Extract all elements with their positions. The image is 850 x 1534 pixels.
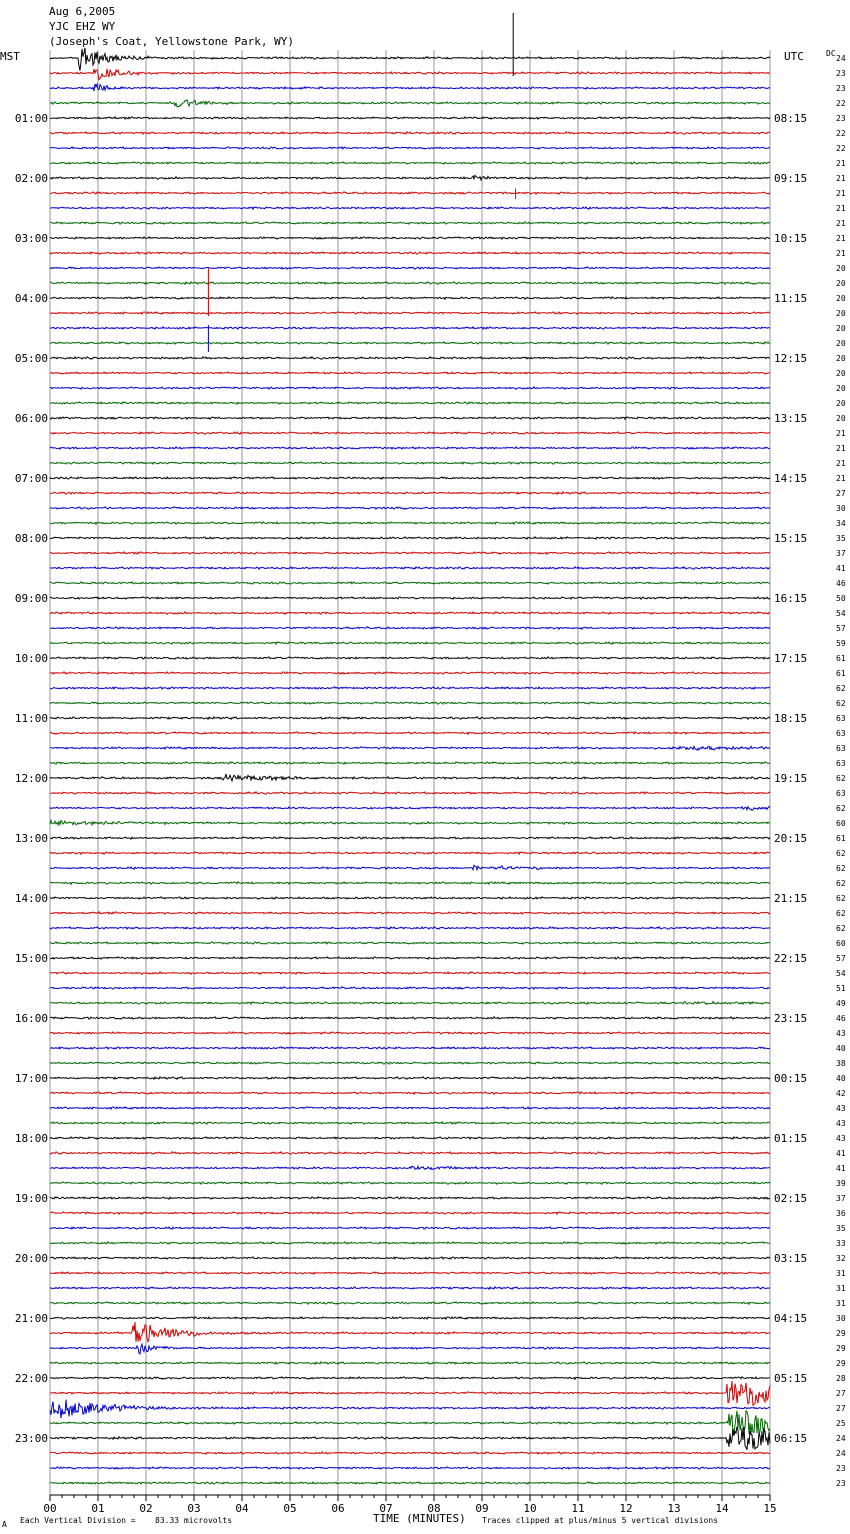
trace-row-46	[50, 746, 770, 750]
trace-row-95	[50, 1482, 770, 1484]
trace-row-94	[50, 1467, 770, 1469]
trace-row-10	[50, 207, 770, 209]
dc-offset-value: 32	[836, 1254, 846, 1263]
dc-offset-value: 21	[836, 174, 846, 183]
dc-offset-value: 35	[836, 534, 846, 543]
trace-row-18	[50, 327, 770, 329]
trace-row-11	[50, 222, 770, 224]
dc-offset-value: 42	[836, 1089, 846, 1098]
x-tick-label: 08	[427, 1502, 441, 1515]
mst-hour-label: 02:00	[14, 172, 48, 185]
trace-row-28	[50, 477, 770, 479]
dc-offset-value: 60	[836, 939, 846, 948]
trace-row-27	[50, 462, 770, 464]
x-tick-label: 11	[571, 1502, 585, 1515]
trace-row-93	[50, 1452, 770, 1454]
mst-hour-label: 04:00	[14, 292, 48, 305]
dc-offset-value: 39	[836, 1179, 846, 1188]
trace-row-65	[50, 1032, 770, 1034]
dc-offset-value: 36	[836, 1209, 846, 1218]
dc-offset-value: 21	[836, 159, 846, 168]
mst-hour-label: 06:00	[14, 412, 48, 425]
trace-row-49	[50, 792, 770, 794]
trace-row-8	[50, 175, 770, 180]
dc-offset-value: 28	[836, 1374, 846, 1383]
trace-row-66	[50, 1047, 770, 1049]
dc-offset-value: 21	[836, 474, 846, 483]
corner-mark: A	[2, 1520, 7, 1529]
dc-offset-value: 41	[836, 1149, 846, 1158]
mst-hour-label: 22:00	[14, 1372, 48, 1385]
scale-prefix: Each Vertical Division =	[20, 1516, 136, 1525]
utc-hour-label: 08:15	[774, 112, 808, 125]
utc-hour-label: 19:15	[774, 772, 808, 785]
trace-row-42	[50, 687, 770, 689]
utc-hour-label: 09:15	[774, 172, 808, 185]
trace-row-53	[50, 852, 770, 854]
dc-offset-value: 62	[836, 774, 846, 783]
dc-offset-value: 61	[836, 834, 846, 843]
trace-row-61	[50, 972, 770, 975]
dc-offset-value: 33	[836, 1239, 846, 1248]
trace-row-73	[50, 1152, 770, 1154]
dc-offset-value: 21	[836, 459, 846, 468]
utc-hour-label: 00:15	[774, 1072, 808, 1085]
dc-offset-value: 29	[836, 1344, 846, 1353]
dc-offset-value: 49	[836, 999, 846, 1008]
x-tick-label: 00	[43, 1502, 57, 1515]
utc-hour-label: 15:15	[774, 532, 808, 545]
dc-offset-value: 20	[836, 324, 846, 333]
trace-row-80	[50, 1257, 770, 1259]
mst-hour-label: 08:00	[14, 532, 48, 545]
trace-row-92	[50, 1427, 770, 1450]
dc-offset-value: 37	[836, 549, 846, 558]
trace-row-31	[50, 522, 770, 525]
dc-offset-value: 62	[836, 894, 846, 903]
dc-offset-value: 62	[836, 924, 846, 933]
trace-row-17	[50, 312, 770, 314]
trace-row-88	[50, 1377, 770, 1380]
utc-hour-label: 06:15	[774, 1432, 808, 1445]
trace-row-77	[50, 1212, 770, 1214]
trace-row-38	[50, 627, 770, 630]
trace-row-57	[50, 912, 770, 914]
x-tick-label: 07	[379, 1502, 393, 1515]
x-tick-label: 15	[763, 1502, 777, 1515]
trace-row-59	[50, 942, 770, 944]
trace-row-78	[50, 1227, 770, 1229]
mst-hour-label: 15:00	[14, 952, 48, 965]
mst-hour-label: 23:00	[14, 1432, 48, 1445]
dc-offset-value: 20	[836, 294, 846, 303]
mst-hour-label: 12:00	[14, 772, 48, 785]
trace-row-70	[50, 1107, 770, 1109]
dc-offset-value: 54	[836, 969, 846, 978]
utc-hour-label: 11:15	[774, 292, 808, 305]
trace-row-86	[50, 1344, 770, 1354]
dc-offset-value: 22	[836, 129, 846, 138]
dc-offset-value: 46	[836, 579, 846, 588]
dc-offset-value: 51	[836, 984, 846, 993]
mst-hour-label: 17:00	[14, 1072, 48, 1085]
dc-column-title: DC	[826, 49, 836, 58]
trace-row-16	[50, 297, 770, 300]
trace-row-13	[50, 252, 770, 254]
dc-offset-value: 23	[836, 84, 846, 93]
dc-offset-value: 20	[836, 354, 846, 363]
trace-row-22	[50, 387, 770, 390]
trace-row-68	[50, 1077, 770, 1079]
dc-offset-value: 35	[836, 1224, 846, 1233]
dc-offset-value: 20	[836, 339, 846, 348]
dc-offset-value: 23	[836, 69, 846, 78]
dc-offset-value: 20	[836, 399, 846, 408]
mst-hour-label: 07:00	[14, 472, 48, 485]
x-tick-label: 10	[523, 1502, 537, 1515]
trace-row-20	[50, 357, 770, 359]
trace-row-21	[50, 372, 770, 374]
scale-value: 83.33 microvolts	[155, 1516, 233, 1525]
dc-offset-value: 63	[836, 729, 846, 738]
x-tick-label: 05	[283, 1502, 297, 1515]
dc-offset-value: 57	[836, 624, 846, 633]
utc-hour-label: 01:15	[774, 1132, 808, 1145]
utc-hour-label: 02:15	[774, 1192, 808, 1205]
mst-hour-label: 19:00	[14, 1192, 48, 1205]
trace-row-44	[50, 717, 770, 719]
dc-offset-value: 54	[836, 609, 846, 618]
trace-row-60	[50, 957, 770, 959]
dc-offset-value: 43	[836, 1029, 846, 1038]
trace-row-89	[50, 1381, 770, 1405]
dc-offset-value: 46	[836, 1014, 846, 1023]
dc-offset-value: 34	[836, 519, 846, 528]
utc-hour-label: 22:15	[774, 952, 808, 965]
mst-hour-label: 09:00	[14, 592, 48, 605]
dc-offset-value: 24	[836, 1434, 846, 1443]
trace-row-24	[50, 417, 770, 419]
dc-offset-value: 21	[836, 444, 846, 453]
trace-row-35	[50, 582, 770, 584]
trace-row-85	[50, 1322, 770, 1342]
trace-row-40	[50, 657, 770, 659]
trace-row-29	[50, 492, 770, 494]
mst-hour-label: 13:00	[14, 832, 48, 845]
trace-row-64	[50, 1017, 770, 1019]
x-tick-label: 13	[667, 1502, 681, 1515]
x-axis-title: TIME (MINUTES)	[373, 1512, 466, 1525]
trace-row-48	[50, 774, 770, 781]
utc-hour-label: 16:15	[774, 592, 808, 605]
mst-hour-label: 14:00	[14, 892, 48, 905]
utc-hour-label: 04:15	[774, 1312, 808, 1325]
dc-offset-value: 62	[836, 849, 846, 858]
x-tick-label: 02	[139, 1502, 153, 1515]
trace-row-71	[50, 1122, 770, 1124]
trace-row-84	[50, 1317, 770, 1320]
trace-row-62	[50, 987, 770, 990]
trace-row-26	[50, 447, 770, 449]
utc-axis-title: UTC	[784, 50, 804, 63]
trace-row-7	[50, 162, 770, 164]
dc-offset-value: 21	[836, 219, 846, 228]
dc-offset-value: 22	[836, 99, 846, 108]
x-tick-label: 01	[91, 1502, 105, 1515]
x-tick-label: 04	[235, 1502, 249, 1515]
trace-row-87	[50, 1362, 770, 1364]
station-location: (Joseph's Coat, Yellowstone Park, WY)	[49, 35, 295, 48]
dc-offset-value: 20	[836, 384, 846, 393]
dc-offset-value: 31	[836, 1299, 846, 1308]
utc-hour-label: 21:15	[774, 892, 808, 905]
dc-offset-value: 20	[836, 309, 846, 318]
plot-date: Aug 6,2005	[49, 5, 116, 18]
utc-hour-label: 14:15	[774, 472, 808, 485]
dc-offset-value: 62	[836, 699, 846, 708]
utc-hour-label: 20:15	[774, 832, 808, 845]
dc-offset-value: 61	[836, 669, 846, 678]
dc-offset-value: 50	[836, 594, 846, 603]
trace-row-5	[50, 132, 770, 135]
x-tick-label: 14	[715, 1502, 729, 1515]
trace-row-33	[50, 552, 770, 554]
trace-row-36	[50, 597, 770, 599]
dc-offset-value: 63	[836, 714, 846, 723]
utc-hour-label: 17:15	[774, 652, 808, 665]
trace-row-74	[50, 1166, 770, 1169]
dc-offset-value: 62	[836, 909, 846, 918]
trace-row-79	[50, 1242, 770, 1244]
dc-offset-value: 21	[836, 189, 846, 198]
trace-row-51	[50, 821, 770, 825]
dc-offset-value: 24	[836, 54, 846, 63]
trace-row-55	[50, 882, 770, 885]
dc-offset-value: 62	[836, 879, 846, 888]
trace-row-19	[50, 342, 770, 344]
dc-offset-value: 38	[836, 1059, 846, 1068]
trace-row-58	[50, 927, 770, 930]
dc-offset-value: 20	[836, 279, 846, 288]
trace-row-56	[50, 897, 770, 899]
utc-hour-label: 03:15	[774, 1252, 808, 1265]
trace-row-1	[50, 69, 770, 80]
trace-row-3	[50, 100, 770, 107]
dc-offset-value: 43	[836, 1104, 846, 1113]
mst-hour-label: 20:00	[14, 1252, 48, 1265]
dc-offset-value: 57	[836, 954, 846, 963]
trace-row-67	[50, 1062, 770, 1064]
dc-offset-value: 63	[836, 759, 846, 768]
trace-row-72	[50, 1137, 770, 1139]
utc-hour-label: 13:15	[774, 412, 808, 425]
dc-offset-value: 23	[836, 1479, 846, 1488]
mst-hour-label: 21:00	[14, 1312, 48, 1325]
trace-row-41	[50, 672, 770, 674]
dc-offset-value: 20	[836, 369, 846, 378]
trace-row-54	[50, 865, 770, 869]
trace-row-4	[50, 117, 770, 119]
dc-offset-value: 20	[836, 264, 846, 273]
dc-offset-value: 62	[836, 804, 846, 813]
dc-offset-value: 62	[836, 864, 846, 873]
trace-row-39	[50, 642, 770, 644]
dc-offset-value: 40	[836, 1074, 846, 1083]
mst-hour-label: 01:00	[14, 112, 48, 125]
trace-row-34	[50, 567, 770, 570]
trace-row-32	[50, 537, 770, 539]
dc-offset-value: 43	[836, 1134, 846, 1143]
trace-row-69	[50, 1092, 770, 1095]
trace-row-75	[50, 1182, 770, 1185]
dc-offset-value: 21	[836, 234, 846, 243]
mst-hour-label: 10:00	[14, 652, 48, 665]
mst-hour-label: 05:00	[14, 352, 48, 365]
dc-offset-value: 21	[836, 249, 846, 258]
trace-row-76	[50, 1197, 770, 1200]
utc-hour-label: 10:15	[774, 232, 808, 245]
dc-offset-value: 31	[836, 1284, 846, 1293]
mst-hour-label: 18:00	[14, 1132, 48, 1145]
utc-hour-label: 12:15	[774, 352, 808, 365]
dc-offset-value: 29	[836, 1329, 846, 1338]
station-code: YJC EHZ WY	[49, 20, 116, 33]
x-tick-label: 03	[187, 1502, 201, 1515]
trace-row-15	[50, 282, 770, 284]
dc-offset-value: 63	[836, 789, 846, 798]
dc-offset-value: 23	[836, 1464, 846, 1473]
mst-hour-label: 03:00	[14, 232, 48, 245]
trace-row-9	[50, 192, 770, 195]
trace-row-52	[50, 837, 770, 840]
trace-row-6	[50, 147, 770, 149]
utc-hour-label: 18:15	[774, 712, 808, 725]
dc-offset-value: 62	[836, 684, 846, 693]
dc-offset-value: 27	[836, 489, 846, 498]
trace-row-82	[50, 1287, 770, 1289]
trace-row-45	[50, 732, 770, 735]
x-tick-label: 09	[475, 1502, 489, 1515]
mst-hour-label: 11:00	[14, 712, 48, 725]
dc-offset-value: 59	[836, 639, 846, 648]
trace-row-37	[50, 612, 770, 615]
trace-row-81	[50, 1272, 770, 1274]
utc-hour-label: 23:15	[774, 1012, 808, 1025]
trace-row-14	[50, 267, 770, 269]
dc-offset-value: 24	[836, 1449, 846, 1458]
trace-row-83	[50, 1302, 770, 1304]
trace-row-47	[50, 762, 770, 764]
dc-offset-value: 27	[836, 1404, 846, 1413]
dc-offset-value: 31	[836, 1269, 846, 1278]
dc-offset-value: 22	[836, 144, 846, 153]
dc-offset-value: 30	[836, 1314, 846, 1323]
trace-row-0	[50, 48, 770, 71]
trace-row-30	[50, 507, 770, 509]
trace-row-12	[50, 237, 770, 239]
trace-row-2	[50, 84, 770, 91]
dc-offset-value: 40	[836, 1044, 846, 1053]
dc-offset-value: 60	[836, 819, 846, 828]
trace-row-25	[50, 432, 770, 434]
trace-row-43	[50, 702, 770, 704]
dc-offset-value: 23	[836, 114, 846, 123]
dc-offset-value: 27	[836, 1389, 846, 1398]
x-tick-label: 12	[619, 1502, 633, 1515]
x-tick-label: 06	[331, 1502, 345, 1515]
dc-offset-value: 21	[836, 204, 846, 213]
dc-offset-value: 21	[836, 429, 846, 438]
dc-offset-value: 30	[836, 504, 846, 513]
trace-row-23	[50, 402, 770, 405]
utc-hour-label: 05:15	[774, 1372, 808, 1385]
dc-offset-value: 20	[836, 414, 846, 423]
mst-axis-title: MST	[0, 50, 20, 63]
trace-row-90	[50, 1400, 770, 1419]
dc-offset-value: 41	[836, 564, 846, 573]
clip-note: Traces clipped at plus/minus 5 vertical divisions	[482, 1516, 719, 1525]
dc-offset-value: 41	[836, 1164, 846, 1173]
dc-offset-value: 37	[836, 1194, 846, 1203]
dc-offset-value: 43	[836, 1119, 846, 1128]
dc-offset-value: 29	[836, 1359, 846, 1368]
trace-row-50	[50, 807, 770, 811]
trace-row-63	[50, 1002, 770, 1005]
dc-offset-value: 61	[836, 654, 846, 663]
dc-offset-value: 25	[836, 1419, 846, 1428]
trace-row-91	[50, 1411, 770, 1435]
mst-hour-label: 16:00	[14, 1012, 48, 1025]
dc-offset-value: 63	[836, 744, 846, 753]
